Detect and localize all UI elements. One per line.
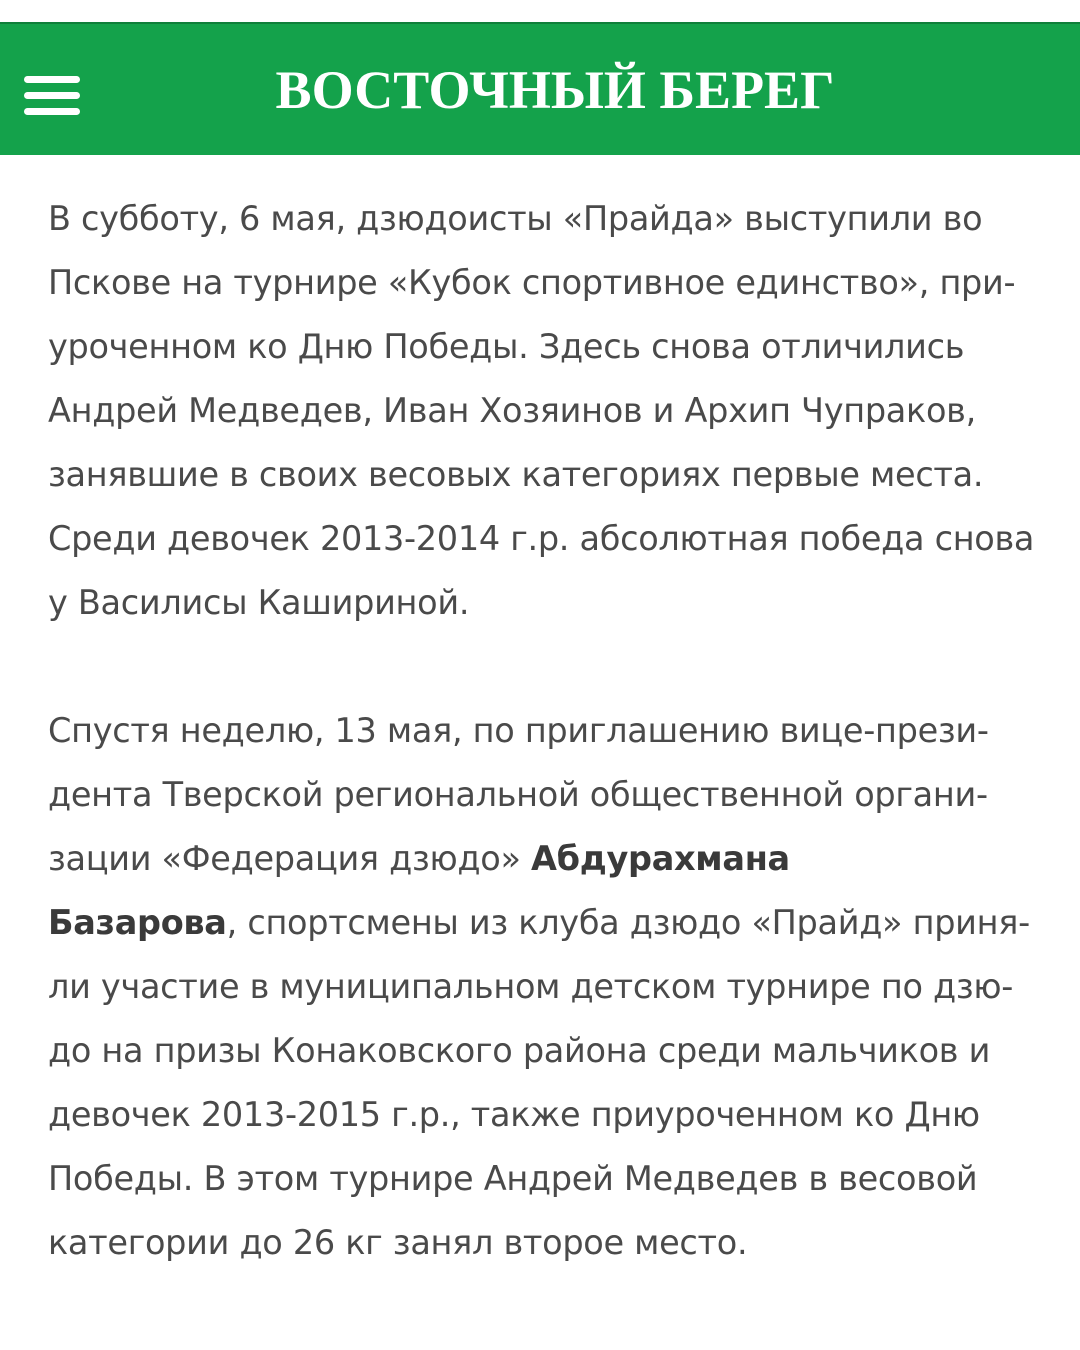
article-line: девочек 2013-2015 г.р., также приуроченном ко Дню <box>48 1095 980 1134</box>
article-line: Победы. В этом турнире Андрей Медведев в весовой <box>48 1159 978 1198</box>
article-text: зации «Федерация дзюдо» <box>48 839 531 878</box>
article-line <box>48 827 1068 891</box>
article-line: дента Тверской региональной общественной органи- <box>48 775 988 814</box>
article-line: Пскове на турнире «Кубок спортивное единство», при- <box>48 263 1016 302</box>
article-line: ли участие в муниципальном детском турнире по дзю- <box>48 967 1014 1006</box>
article-line: до на призы Конаковского района среди мальчиков и <box>48 1031 991 1070</box>
article-text: , спортсмены из клуба дзюдо «Прайд» приня- <box>226 903 1030 942</box>
article-line: Спустя неделю, 13 мая, по приглашению вице-прези- <box>48 711 989 750</box>
article-line: Андрей Медведев, Иван Хозяинов и Архип Чупраков, <box>48 391 976 430</box>
article-line: у Василисы Кашириной. <box>48 583 470 622</box>
article-line: В субботу, 6 мая, дзюдоисты «Прайда» выступили во <box>48 199 983 238</box>
article-line: категории до 26 кг занял второе место. <box>48 1223 748 1262</box>
top-strip <box>0 0 1080 22</box>
article-line: занявшие в своих весовых категориях первые места. <box>48 455 984 494</box>
article-line <box>48 891 1068 955</box>
article-body <box>48 187 1068 1275</box>
person-name-bold: Абдурахмана <box>531 839 790 878</box>
site-header <box>0 22 1080 155</box>
article-line: Среди девочек 2013-2014 г.р. абсолютная победа снова <box>48 519 1035 558</box>
person-name-bold: Базарова <box>48 903 227 942</box>
site-title[interactable]: ВОСТОЧНЫЙ БЕРЕГ <box>275 60 835 120</box>
article-line: уроченном ко Дню Победы. Здесь снова отличились <box>48 327 965 366</box>
paragraph-gap <box>48 635 1068 699</box>
